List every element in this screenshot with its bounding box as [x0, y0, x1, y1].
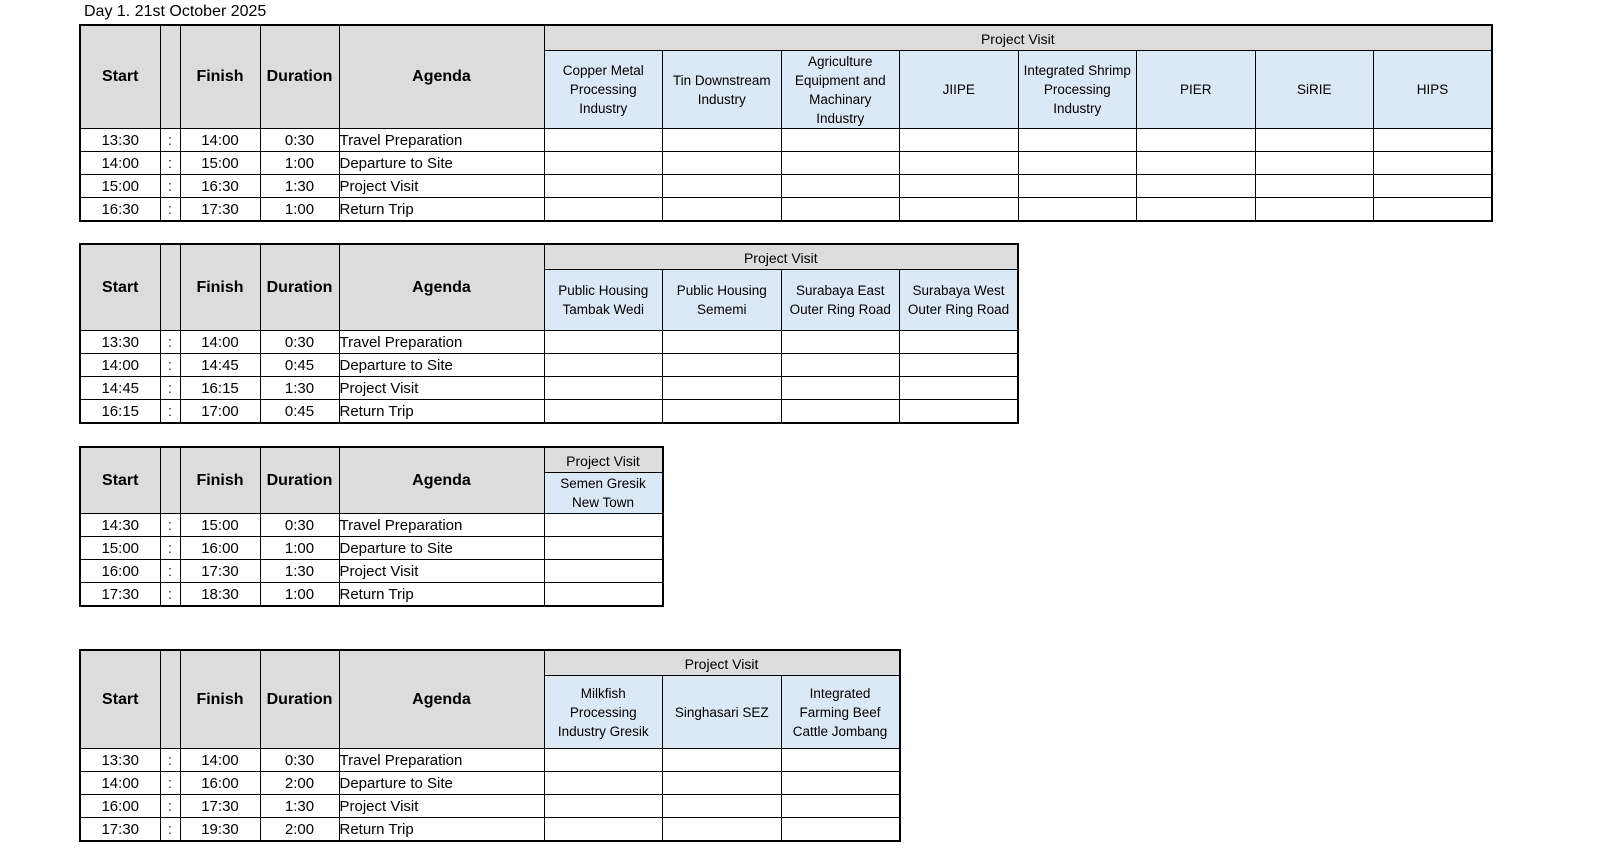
site-cell — [1374, 175, 1493, 198]
site-cell — [781, 152, 900, 175]
site-cell — [544, 749, 663, 772]
header-finish: Finish — [180, 244, 260, 331]
site-header: HIPS — [1374, 51, 1493, 129]
duration: 0:45 — [260, 354, 339, 377]
site-header: Agriculture Equipment and Machinary Industry — [781, 51, 900, 129]
site-cell — [781, 175, 900, 198]
agenda-item: Departure to Site — [339, 537, 544, 560]
duration: 2:00 — [260, 818, 339, 842]
time-separator: : — [160, 198, 180, 222]
header-agenda: Agenda — [339, 447, 544, 514]
agenda-item: Departure to Site — [339, 152, 544, 175]
agenda-item: Project Visit — [339, 175, 544, 198]
start-time: 13:30 — [80, 129, 160, 152]
finish-time: 17:00 — [180, 400, 260, 424]
site-cell — [900, 129, 1019, 152]
header-duration: Duration — [260, 25, 339, 129]
start-time: 15:00 — [80, 175, 160, 198]
finish-time: 17:30 — [180, 560, 260, 583]
header-duration: Duration — [260, 447, 339, 514]
time-separator: : — [160, 583, 180, 607]
site-cell — [544, 818, 663, 842]
site-cell — [544, 377, 663, 400]
start-time: 14:00 — [80, 354, 160, 377]
start-time: 17:30 — [80, 583, 160, 607]
agenda-item: Project Visit — [339, 377, 544, 400]
site-cell — [781, 129, 900, 152]
duration: 1:00 — [260, 583, 339, 607]
site-header: Copper Metal Processing Industry — [544, 51, 663, 129]
time-separator: : — [160, 331, 180, 354]
finish-time: 16:00 — [180, 772, 260, 795]
agenda-item: Project Visit — [339, 560, 544, 583]
duration: 1:30 — [260, 560, 339, 583]
start-time: 16:00 — [80, 560, 160, 583]
site-cell — [781, 795, 900, 818]
site-header: Milkfish Processing Industry Gresik — [544, 676, 663, 749]
finish-time: 16:15 — [180, 377, 260, 400]
site-cell — [781, 400, 900, 424]
site-cell — [544, 175, 663, 198]
schedule-table-3 — [79, 446, 664, 607]
site-cell — [544, 795, 663, 818]
time-separator: : — [160, 537, 180, 560]
site-cell — [1018, 198, 1137, 222]
schedule-row — [80, 795, 900, 818]
site-header: PIER — [1137, 51, 1256, 129]
header-separator — [160, 25, 180, 129]
site-cell — [544, 331, 663, 354]
start-time: 14:00 — [80, 772, 160, 795]
site-cell — [544, 152, 663, 175]
time-separator: : — [160, 400, 180, 424]
schedule-row — [80, 152, 1492, 175]
agenda-item: Return Trip — [339, 400, 544, 424]
time-separator: : — [160, 818, 180, 842]
site-cell — [544, 198, 663, 222]
project-visit-header: Project Visit — [544, 650, 900, 676]
time-separator: : — [160, 795, 180, 818]
schedule-table-1 — [79, 24, 1493, 222]
site-header: SiRIE — [1255, 51, 1374, 129]
site-cell — [1137, 175, 1256, 198]
schedule-table-2 — [79, 243, 1019, 424]
time-separator: : — [160, 377, 180, 400]
start-time: 14:00 — [80, 152, 160, 175]
duration: 1:00 — [260, 152, 339, 175]
start-time: 13:30 — [80, 749, 160, 772]
schedule-row — [80, 377, 1018, 400]
site-header: Singhasari SEZ — [663, 676, 782, 749]
site-cell — [1255, 152, 1374, 175]
site-cell — [663, 400, 782, 424]
time-separator: : — [160, 514, 180, 537]
schedule-row — [80, 354, 1018, 377]
site-cell — [781, 354, 900, 377]
site-cell — [1255, 129, 1374, 152]
site-cell — [900, 198, 1019, 222]
start-time: 16:00 — [80, 795, 160, 818]
site-cell — [900, 175, 1019, 198]
header-agenda: Agenda — [339, 650, 544, 749]
site-cell — [900, 354, 1019, 377]
site-cell — [781, 377, 900, 400]
agenda-item: Departure to Site — [339, 772, 544, 795]
agenda-item: Return Trip — [339, 818, 544, 842]
site-cell — [544, 400, 663, 424]
header-separator — [160, 244, 180, 331]
site-cell — [663, 818, 782, 842]
schedule-row — [80, 400, 1018, 424]
site-header: Tin Downstream Industry — [663, 51, 782, 129]
site-cell — [1374, 198, 1493, 222]
start-time: 13:30 — [80, 331, 160, 354]
site-cell — [1255, 175, 1374, 198]
site-cell — [544, 514, 663, 537]
site-cell — [663, 772, 782, 795]
time-separator: : — [160, 749, 180, 772]
header-separator — [160, 447, 180, 514]
duration: 2:00 — [260, 772, 339, 795]
site-cell — [663, 175, 782, 198]
finish-time: 19:30 — [180, 818, 260, 842]
finish-time: 17:30 — [180, 198, 260, 222]
agenda-item: Travel Preparation — [339, 129, 544, 152]
site-cell — [663, 749, 782, 772]
project-visit-header: Project Visit — [544, 447, 663, 473]
site-cell — [663, 331, 782, 354]
duration: 1:30 — [260, 175, 339, 198]
start-time: 14:45 — [80, 377, 160, 400]
time-separator: : — [160, 129, 180, 152]
start-time: 14:30 — [80, 514, 160, 537]
site-cell — [900, 377, 1019, 400]
agenda-item: Return Trip — [339, 583, 544, 607]
header-start: Start — [80, 447, 160, 514]
schedule-row — [80, 583, 663, 607]
schedule-row — [80, 175, 1492, 198]
schedule-row — [80, 514, 663, 537]
site-cell — [1018, 175, 1137, 198]
schedule-row — [80, 772, 900, 795]
start-time: 17:30 — [80, 818, 160, 842]
site-header: Surabaya East Outer Ring Road — [781, 270, 900, 331]
site-cell — [544, 772, 663, 795]
duration: 0:30 — [260, 331, 339, 354]
finish-time: 16:00 — [180, 537, 260, 560]
start-time: 16:15 — [80, 400, 160, 424]
duration: 1:00 — [260, 537, 339, 560]
duration: 0:30 — [260, 129, 339, 152]
site-cell — [544, 560, 663, 583]
finish-time: 14:00 — [180, 129, 260, 152]
finish-time: 14:45 — [180, 354, 260, 377]
site-header: Integrated Shrimp Processing Industry — [1018, 51, 1137, 129]
agenda-item: Travel Preparation — [339, 331, 544, 354]
site-cell — [1137, 152, 1256, 175]
site-header: Surabaya West Outer Ring Road — [900, 270, 1019, 331]
site-cell — [781, 331, 900, 354]
site-cell — [1255, 198, 1374, 222]
site-cell — [781, 772, 900, 795]
finish-time: 16:30 — [180, 175, 260, 198]
site-cell — [1374, 152, 1493, 175]
finish-time: 15:00 — [180, 514, 260, 537]
site-cell — [781, 198, 900, 222]
duration: 1:00 — [260, 198, 339, 222]
site-cell — [663, 129, 782, 152]
schedule-row — [80, 129, 1492, 152]
finish-time: 15:00 — [180, 152, 260, 175]
finish-time: 14:00 — [180, 331, 260, 354]
header-agenda: Agenda — [339, 25, 544, 129]
duration: 1:30 — [260, 795, 339, 818]
header-finish: Finish — [180, 447, 260, 514]
site-cell — [663, 198, 782, 222]
site-header: Semen Gresik New Town — [544, 473, 663, 514]
site-cell — [544, 583, 663, 607]
site-cell — [900, 152, 1019, 175]
site-cell — [1018, 129, 1137, 152]
schedule-table-4 — [79, 649, 901, 842]
agenda-item: Travel Preparation — [339, 514, 544, 537]
time-separator: : — [160, 354, 180, 377]
duration: 0:45 — [260, 400, 339, 424]
site-cell — [544, 537, 663, 560]
header-finish: Finish — [180, 25, 260, 129]
site-header: Public Housing Tambak Wedi — [544, 270, 663, 331]
project-visit-header: Project Visit — [544, 244, 1018, 270]
site-header: JIIPE — [900, 51, 1019, 129]
schedule-row — [80, 818, 900, 842]
site-cell — [663, 354, 782, 377]
finish-time: 18:30 — [180, 583, 260, 607]
header-start: Start — [80, 244, 160, 331]
finish-time: 17:30 — [180, 795, 260, 818]
site-header: Integrated Farming Beef Cattle Jombang — [781, 676, 900, 749]
site-cell — [663, 795, 782, 818]
site-cell — [1018, 152, 1137, 175]
schedule-row — [80, 749, 900, 772]
header-duration: Duration — [260, 244, 339, 331]
time-separator: : — [160, 560, 180, 583]
day-title: Day 1. 21st October 2025 — [84, 3, 267, 20]
duration: 1:30 — [260, 377, 339, 400]
schedule-row — [80, 198, 1492, 222]
site-cell — [544, 129, 663, 152]
site-cell — [900, 331, 1019, 354]
time-separator: : — [160, 772, 180, 795]
site-cell — [900, 400, 1019, 424]
schedule-row — [80, 560, 663, 583]
header-duration: Duration — [260, 650, 339, 749]
header-agenda: Agenda — [339, 244, 544, 331]
start-time: 15:00 — [80, 537, 160, 560]
time-separator: : — [160, 152, 180, 175]
header-separator — [160, 650, 180, 749]
time-separator: : — [160, 175, 180, 198]
site-cell — [544, 354, 663, 377]
agenda-item: Travel Preparation — [339, 749, 544, 772]
agenda-item: Departure to Site — [339, 354, 544, 377]
duration: 0:30 — [260, 514, 339, 537]
site-cell — [663, 377, 782, 400]
header-start: Start — [80, 25, 160, 129]
start-time: 16:30 — [80, 198, 160, 222]
schedule-row — [80, 331, 1018, 354]
site-cell — [1137, 198, 1256, 222]
agenda-item: Project Visit — [339, 795, 544, 818]
site-header: Public Housing Sememi — [663, 270, 782, 331]
site-cell — [781, 818, 900, 842]
site-cell — [663, 152, 782, 175]
duration: 0:30 — [260, 749, 339, 772]
site-cell — [1137, 129, 1256, 152]
project-visit-header: Project Visit — [544, 25, 1492, 51]
header-finish: Finish — [180, 650, 260, 749]
agenda-item: Return Trip — [339, 198, 544, 222]
site-cell — [1374, 129, 1493, 152]
finish-time: 14:00 — [180, 749, 260, 772]
site-cell — [781, 749, 900, 772]
schedule-row — [80, 537, 663, 560]
header-start: Start — [80, 650, 160, 749]
